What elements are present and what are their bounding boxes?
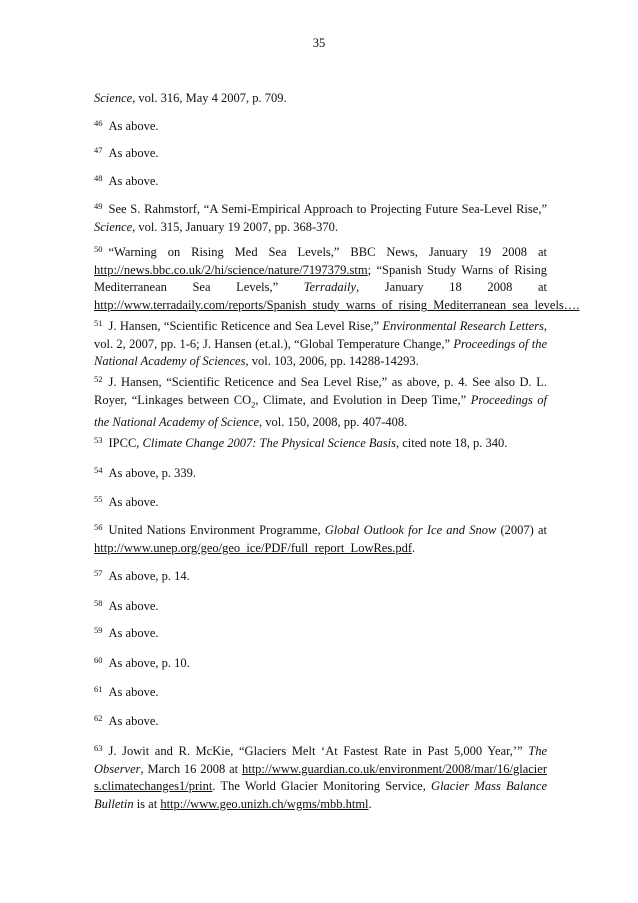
footnote-51: $^{51}$ J. Hansen, “Scientific Reticence and Sea Level Rise,” Environmental Research Letters, vol. 2, 2007, pp. 1-6; J. Hansen (et.al.), “Global Temperature Change,” Proceedings of the National Academy of Sciences, vol. 103, 2006, pp. 14288-14293. [94,318,547,368]
footnote-48: $^{48}$ As above. [94,173,159,188]
link-terradaily[interactable]: http://www.terradaily.com/reports/Spanish_study_warns_of_rising_Mediterranean_sea_levels…. [94,297,580,312]
link-guardian[interactable]: http://www.guardian.co.uk/environment/2008/mar/16/glaciers.climatechanges1/print [94,761,547,793]
footnote-53: $^{53}$ IPCC, Climate Change 2007: The Physical Science Basis, cited note 18, p. 340. [94,435,508,450]
footnote-57: $^{57}$ As above, p. 14. [94,568,190,583]
footnote-60: $^{60}$ As above, p. 10. [94,655,190,670]
footnote-61: $^{61}$ As above. [94,684,159,699]
link-bbc[interactable]: http://news.bbc.co.uk/2/hi/science/nature/7197379.stm [94,262,368,277]
footnote-50: $^{50}$ “Warning on Rising Med Sea Levels,” BBC News, January 19 2008 at http://news.bbc.co.uk/2/hi/science/nature/7197379.stm; “Spanish Study Warns of Rising Mediterranean Sea Levels,” Terradaily, January 18 2008 at http://www.terradaily.com/reports/Spanish_study_warns_of_rising_Mediterranean_sea_levels…. [94,244,580,312]
footnote-59: $^{59}$ As above. [94,625,159,640]
footnote-49: $^{49}$ See S. Rahmstorf, “A Semi-Empirical Approach to Projecting Future Sea-Level Rise,” Science, vol. 315, January 19 2007, pp. 368-370. [94,201,547,234]
footnote-58: $^{58}$ As above. [94,598,159,613]
footnote-56: $^{56}$ United Nations Environment Programme, Global Outlook for Ice and Snow (2007) at http://www.unep.org/geo/geo_ice/PDF/full_report_LowRes.pdf. [94,522,547,555]
footnote-55: $^{55}$ As above. [94,494,159,509]
footnote-63: $^{63}$ J. Jowit and R. McKie, “Glaciers Melt ‘At Fastest Rate in Past 5,000 Year,’” The Observer, March 16 2008 at http://www.guardian.co.uk/environment/2008/mar/16/glaciers.climatechanges1/print. The World Glacier Monitoring Service, Glacier Mass Balance Bulletin is at http://www.geo.unizh.ch/wgms/mbb.html. [94,743,548,811]
link-unep[interactable]: http://www.unep.org/geo/geo_ice/PDF/full_report_LowRes.pdf [94,540,413,555]
footnote-52: $^{52}$ J. Hansen, “Scientific Reticence and Sea Level Rise,” as above, p. 4. See also D. L. Royer, “Linkages between $CO_2$, Climate, and Evolution in Deep Time,” Proceedings of the National Academy of Science, vol. 150, 2008, pp. 407-408. [94,374,547,429]
footnote-47: $^{47}$ As above. [94,145,159,160]
footnote-46: $^{46}$ As above. [94,118,159,133]
link-wgms[interactable]: http://www.geo.unizh.ch/wgms/mbb.html [160,796,369,811]
footnote-62: $^{62}$ As above. [94,713,159,728]
footnote-54: $^{54}$ As above, p. 339. [94,465,196,480]
page-number: 35 [312,36,326,50]
footnote-continued: Science, vol. 316, May 4 2007, p. 709. [94,91,287,105]
